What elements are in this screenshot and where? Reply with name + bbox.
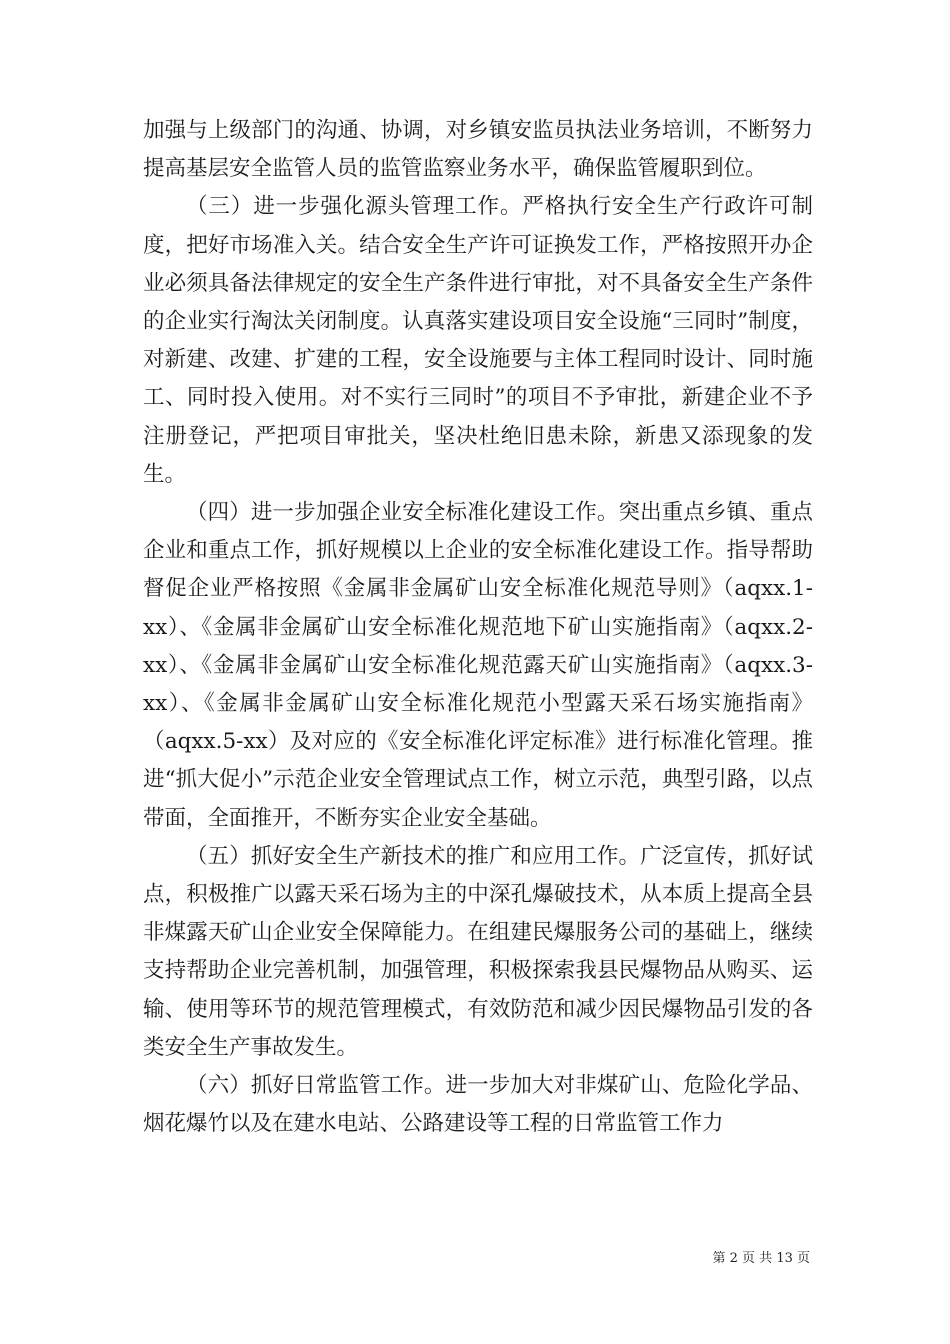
paragraph-section-4: （四）进一步加强企业安全标准化建设工作。突出重点乡镇、重点企业和重点工作，抓好规模以上企业的安全标准化建设工作。指导帮助督促企业严格按照《金属非金属矿山安全标准化规范导则》（aqxx.1-xx）、《金属非金属矿山安全标准化规范地下矿山实施指南》（aqxx.2-xx）、《金属非金属矿山安全标准化规范露天矿山实施指南》（aqxx.3-xx）、《金属非金属矿山安全标准化规范小型露天采石场实施指南》（aqxx.5-xx）及对应的《安全标准化评定标准》进行标准化管理。推进“抓大促小”示范企业安全管理试点工作，树立示范，典型引路，以点带面，全面推开，不断夯实企业安全基础。 bbox=[143, 500, 813, 831]
document-body bbox=[143, 112, 813, 1143]
paragraph-continuation: 加强与上级部门的沟通、协调，对乡镇安监员执法业务培训，不断努力提高基层安全监管人员的监管监察业务水平，确保监管履职到位。 bbox=[143, 118, 813, 182]
paragraph-section-5: （五）抓好安全生产新技术的推广和应用工作。广泛宣传，抓好试点，积极推广以露天采石场为主的中深孔爆破技术，从本质上提高全县非煤露天矿山企业安全保障能力。在组建民爆服务公司的基础上，继续支持帮助企业完善机制，加强管理，积极探索我县民爆物品从购买、运输、使用等环节的规范管理模式，有效防范和减少因民爆物品引发的各类安全生产事故发生。 bbox=[143, 843, 813, 1060]
page-number-footer: 第 2 页 共 13 页 bbox=[712, 1251, 810, 1266]
paragraph-section-3: （三）进一步强化源头管理工作。严格执行安全生产行政许可制度，把好市场准入关。结合安全生产许可证换发工作，严格按照开办企业必须具备法律规定的安全生产条件进行审批，对不具备安全生产条件的企业实行淘汰关闭制度。认真落实建设项目安全设施“三同时”制度，对新建、改建、扩建的工程，安全设施要与主体工程同时设计、同时施工、同时投入使用。对不实行三同时”的项目不予审批，新建企业不予注册登记，严把项目审批关，坚决杜绝旧患未除，新患又添现象的发生。 bbox=[143, 194, 813, 487]
paragraph-section-6: （六）抓好日常监管工作。进一步加大对非煤矿山、危险化学品、烟花爆竹以及在建水电站、公路建设等工程的日常监管工作力 bbox=[143, 1073, 813, 1137]
